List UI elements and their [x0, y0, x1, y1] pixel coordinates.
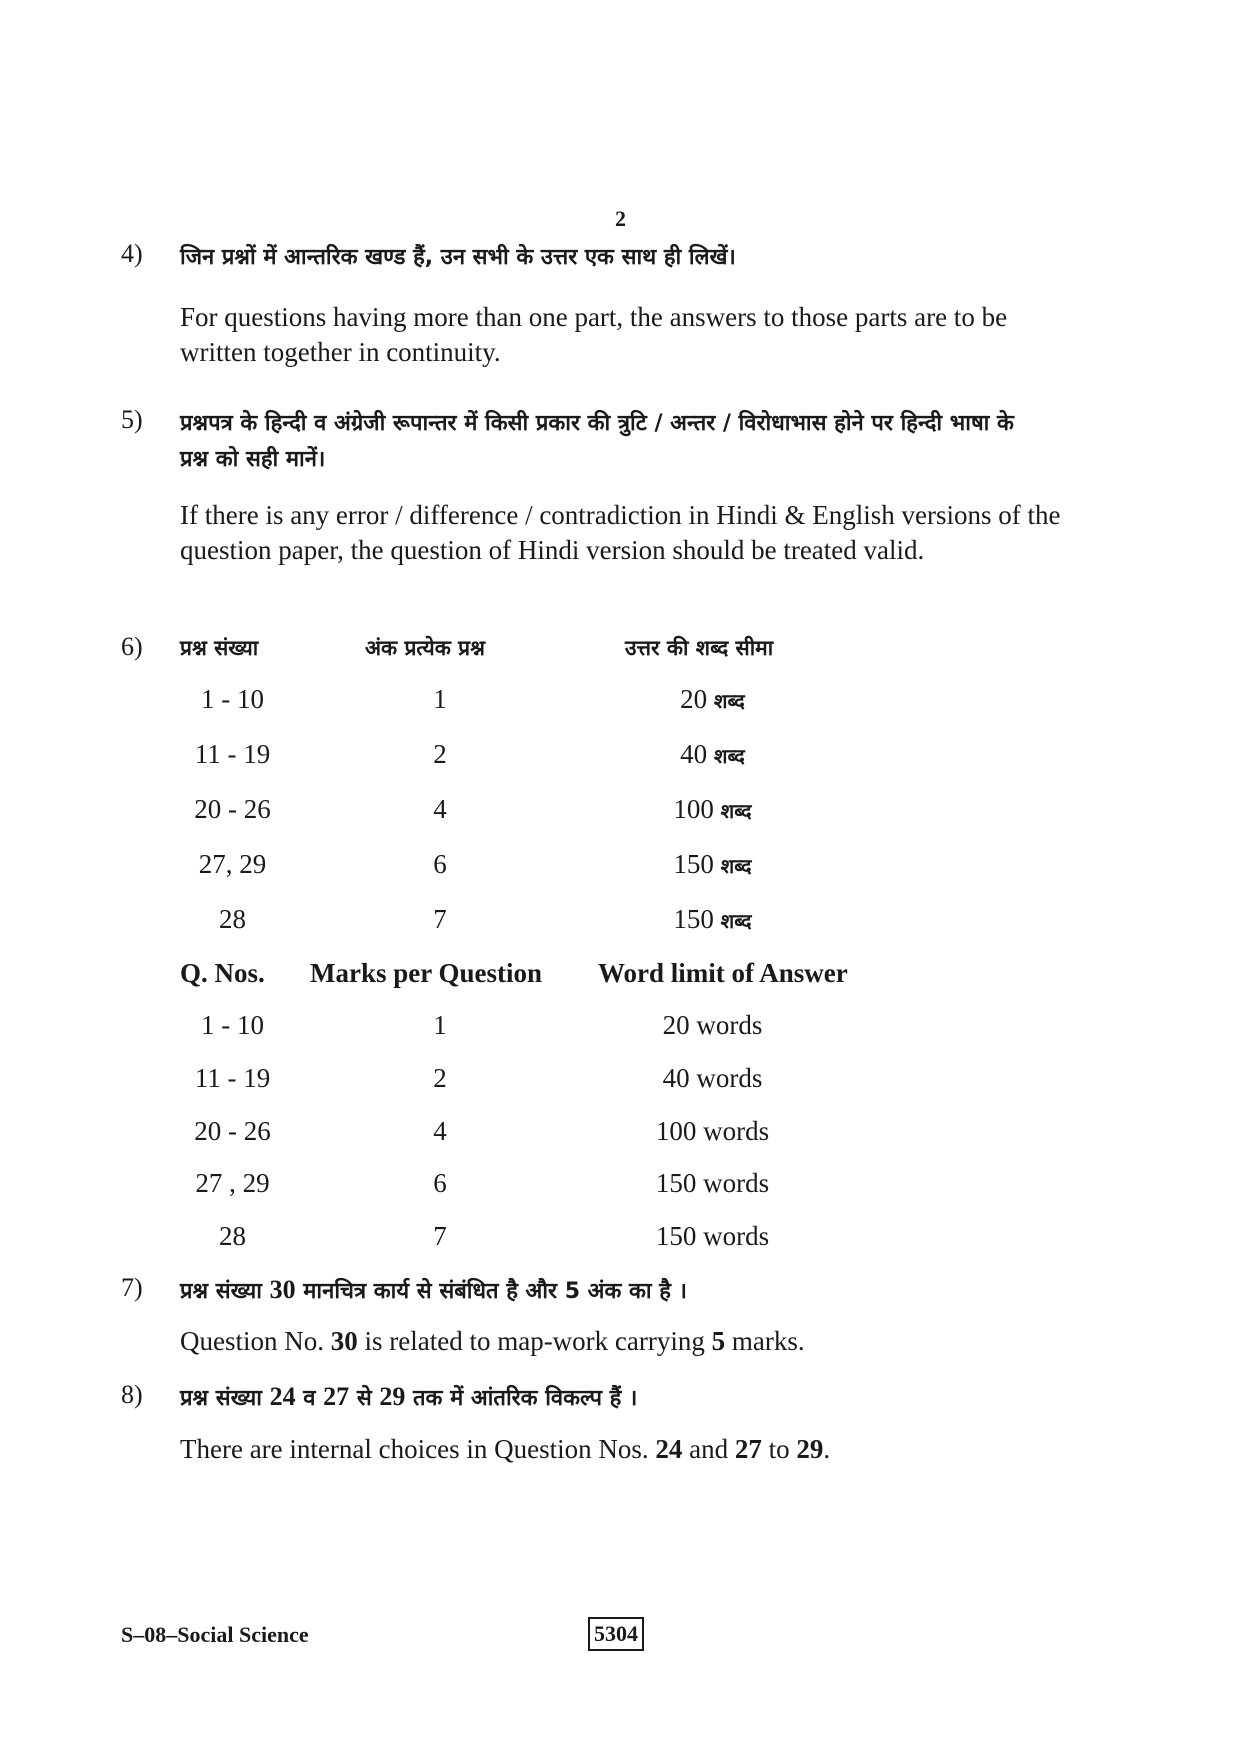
hindi-row-marks: 7 — [433, 904, 447, 934]
footer-code-box: 5304 — [588, 1617, 644, 1651]
item-number-7: 7) — [121, 1273, 143, 1302]
english-row-qnos: 20 - 26 — [194, 1116, 271, 1146]
hindi-row-limit — [590, 794, 835, 825]
item-7-hindi — [180, 1275, 687, 1305]
item-7-english — [180, 1324, 1080, 1359]
item-5-hindi-line2: प्रश्न को सही मानें। — [180, 447, 326, 472]
hindi-row-marks: 6 — [433, 849, 447, 879]
item-number-5: 5) — [121, 405, 143, 434]
text-run: Question No. — [180, 1326, 331, 1356]
limit-unit: शब्द — [720, 909, 752, 933]
limit-unit: शब्द — [720, 854, 752, 878]
limit-unit: शब्द — [720, 799, 752, 823]
item-8-english — [180, 1432, 1080, 1467]
limit-number: 150 — [673, 849, 714, 879]
text-run: and — [682, 1434, 735, 1464]
item-8-hindi — [180, 1382, 637, 1412]
english-row-limit: 100 words — [655, 1116, 770, 1146]
hindi-row-qnos: 1 - 10 — [201, 684, 264, 714]
hindi-row-qnos: 27, 29 — [198, 849, 267, 879]
text-run: मानचित्र कार्य से संबंधित है और 5 अंक का है । — [295, 1279, 687, 1304]
english-row-marks: 2 — [433, 1063, 447, 1093]
hindi-header-qnos: प्रश्न संख्या — [180, 636, 259, 660]
item-number-6: 6) — [121, 632, 143, 661]
hindi-row-limit — [590, 684, 835, 715]
english-row-limit: 20 words — [662, 1010, 763, 1040]
item-5-hindi-line1: प्रश्नपत्र के हिन्दी व अंग्रेजी रूपान्तर में किसी प्रकार की त्रुटि / अन्तर / विरोधाभास होने पर हिन्दी भाषा के — [180, 411, 1014, 436]
hindi-row-qnos: 28 — [219, 904, 246, 934]
limit-unit: शब्द — [713, 689, 745, 713]
text-run: marks. — [725, 1326, 805, 1356]
text-run: तक में आंतरिक विकल्प हैं । — [405, 1386, 638, 1411]
text-run: व — [295, 1386, 324, 1411]
english-row-marks: 4 — [433, 1116, 447, 1146]
english-header-marks: Marks per Question — [310, 958, 543, 988]
english-row-marks: 1 — [433, 1010, 447, 1040]
item-number-8: 8) — [121, 1380, 143, 1409]
hindi-row-qnos: 11 - 19 — [194, 739, 271, 769]
hindi-row-marks: 1 — [433, 684, 447, 714]
hindi-row-limit — [590, 904, 835, 935]
hindi-header-limit: उत्तर की शब्द सीमा — [625, 636, 774, 660]
limit-number: 150 — [673, 904, 714, 934]
question-number: 29 — [379, 1382, 406, 1411]
item-4-hindi: जिन प्रश्नों में आन्तरिक खण्ड हैं, उन सभी के उत्तर एक साथ ही लिखें। — [180, 245, 736, 270]
hindi-row-marks: 4 — [433, 794, 447, 824]
question-number: 24 — [655, 1434, 683, 1464]
english-row-qnos: 1 - 10 — [201, 1010, 264, 1040]
footer-subject: S–08–Social Science — [121, 1622, 309, 1647]
limit-number: 100 — [673, 794, 714, 824]
english-row-qnos: 11 - 19 — [194, 1063, 271, 1093]
item-5-english: If there is any error / difference / contradiction in Hindi & English versions of the question paper, the question of Hindi version should be treated valid. — [180, 500, 1061, 565]
question-number: 27 — [734, 1434, 762, 1464]
text-run: से — [349, 1386, 380, 1411]
question-number: 24 — [269, 1382, 296, 1411]
hindi-row-qnos: 20 - 26 — [194, 794, 271, 824]
hindi-row-limit — [590, 849, 835, 880]
english-row-marks: 6 — [433, 1168, 447, 1198]
hindi-row-marks: 2 — [433, 739, 447, 769]
english-header-qnos: Q. Nos. — [180, 958, 265, 988]
english-row-marks: 7 — [433, 1221, 447, 1251]
text-run: to — [761, 1434, 797, 1464]
limit-number: 20 — [680, 684, 708, 714]
english-row-qnos: 27 , 29 — [195, 1168, 270, 1198]
text-run: is related to map-work carrying — [357, 1326, 712, 1356]
item-4-english: For questions having more than one part, the answers to those parts are to be written together in continuity. — [180, 302, 1008, 367]
english-header-limit: Word limit of Answer — [598, 958, 848, 988]
limit-number: 40 — [680, 739, 708, 769]
text-run: प्रश्न संख्या — [180, 1386, 270, 1411]
text-run: . — [823, 1434, 831, 1464]
text-run: प्रश्न संख्या — [180, 1279, 270, 1304]
page-number: 2 — [615, 206, 626, 231]
english-row-limit: 150 words — [655, 1221, 770, 1251]
question-number: 29 — [796, 1434, 824, 1464]
question-number: 30 — [330, 1326, 358, 1356]
english-row-limit: 40 words — [662, 1063, 763, 1093]
hindi-header-marks: अंक प्रत्येक प्रश्न — [365, 636, 485, 660]
hindi-row-limit — [590, 739, 835, 770]
question-number: 30 — [269, 1275, 296, 1304]
marks-number: 5 — [711, 1326, 726, 1356]
english-row-limit: 150 words — [655, 1168, 770, 1198]
english-row-qnos: 28 — [219, 1221, 246, 1251]
limit-unit: शब्द — [713, 744, 745, 768]
question-number: 27 — [323, 1382, 350, 1411]
item-number-4: 4) — [121, 239, 143, 268]
text-run: There are internal choices in Question Nos. — [180, 1434, 656, 1464]
